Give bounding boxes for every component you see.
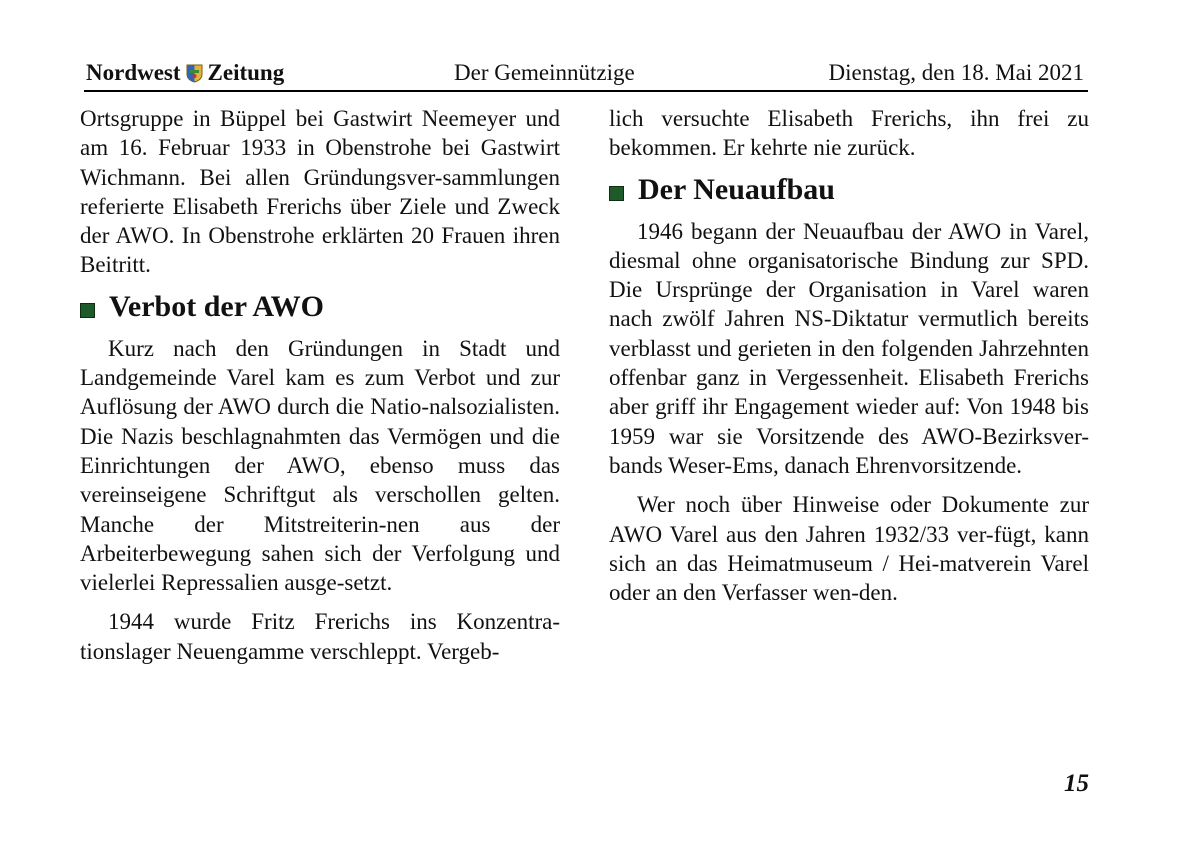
section-heading-neuaufbau: [609, 173, 1089, 207]
coat-of-arms-icon: [186, 64, 203, 83]
paragraph: Wer noch über Hinweise oder Dokumente zur AWO Varel aus den Jahren 1932/33 ver-fügt, kann sich an das Heimatmuseum / Hei-matverein Varel oder an den Verfasser wen-den.: [609, 492, 1089, 606]
paragraph: 1944 wurde Fritz Frerichs ins Konzentra-tionslager Neuengamme verschleppt. Vergeb-: [80, 609, 560, 664]
publication-title: Der Gemeinnützige: [454, 60, 635, 85]
paragraph: Kurz nach den Gründungen in Stadt und Landgemeinde Varel kam es zum Verbot und zur Auflösung der AWO durch die Natio-nalsozialisten. Die Nazis beschlagnahmten das Vermögen und die Einrichtungen der AWO, ebenso muss das vereinseigene Schriftgut als verschollen gelten. Manche der Mitstreiterin-nen aus der Arbeiterbewegung sahen sich der Verfolgung und vielerlei Repressalien ausge-setzt.: [80, 335, 560, 596]
paragraph: 1946 begann der Neuaufbau der AWO in Varel, diesmal ohne organisatorische Bindung zur SPD. Die Ursprünge der Organisation in Varel waren nach zwölf Jahren NS-Diktatur vermutlich bereits verblasst und gerieten in den folgenden Jahrzehnten offenbar ganz in Vergessenheit. Elisabeth Frerichs aber griff ihr Engagement wieder auf: Von 1948 bis 1959 war sie Vorsitzende des AWO-Bezirksver-bands Weser-Ems, danach Ehrenvorsitzende.: [609, 218, 1089, 478]
section-heading-text: Verbot der AWO: [109, 289, 325, 323]
page-number: 15: [1064, 770, 1089, 797]
section-heading-verbot: [80, 290, 560, 324]
left-column: [80, 104, 560, 676]
square-bullet-icon: [80, 303, 95, 318]
page-header: [84, 56, 1088, 92]
square-bullet-icon: [609, 186, 624, 201]
issue-date: Dienstag, den 18. Mai 2021: [828, 60, 1084, 85]
paragraph: lich versuchte Elisabeth Frerichs, ihn frei zu bekommen. Er kehrte nie zurück.: [609, 106, 1089, 161]
right-column: [609, 104, 1089, 617]
section-heading-text: Der Neuaufbau: [638, 172, 835, 206]
masthead-name-part1: Nordwest: [86, 60, 181, 85]
masthead-name-part2: Zeitung: [207, 60, 285, 85]
masthead: [86, 60, 284, 86]
paragraph: Ortsgruppe in Büppel bei Gastwirt Neemeyer und am 16. Februar 1933 in Obenstrohe bei Gastwirt Wichmann. Bei allen Gründungsver-sammlungen referierte Elisabeth Frerichs über Ziele und Zweck der AWO. In Obenstrohe erklärten 20 Frauen ihren Beitritt.: [80, 106, 560, 278]
